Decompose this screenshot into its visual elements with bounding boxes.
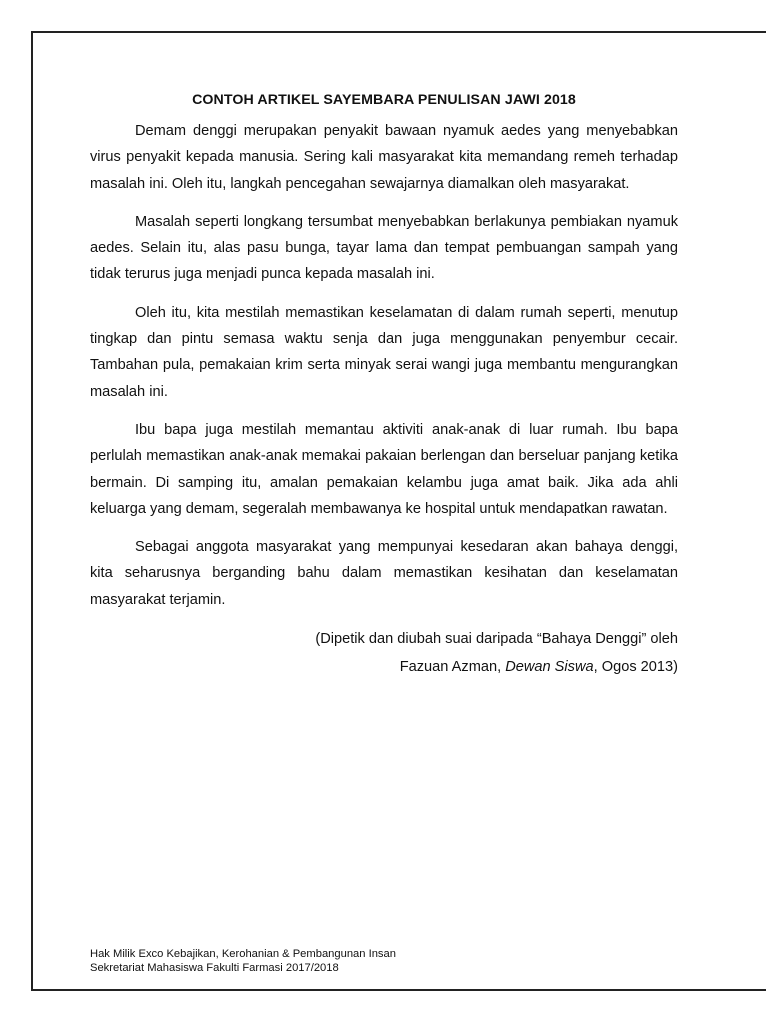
citation-date: , Ogos 2013) (593, 659, 678, 676)
paragraph-3: Oleh itu, kita mestilah memastikan keselamatan di dalam rumah seperti, menutup tingkap dan pintu semasa waktu senja dan juga menggunakan penyembur cecair. Tambahan pula, pemakaian krim serta minyak serai wangi juga membantu mengurangkan masalah ini. (90, 304, 678, 400)
paragraph-5: Sebagai anggota masyarakat yang mempunyai kesedaran akan bahaya denggi, kita seharusnya berganding bahu dalam memastikan kesihatan dan keselamatan masyarakat terjamin. (90, 539, 678, 608)
citation-author: Fazuan Azman, (399, 659, 506, 676)
citation-line-2 (90, 653, 678, 681)
document-title: CONTOH ARTIKEL SAYEMBARA PENULISAN JAWI 2018 (192, 92, 576, 108)
paragraph-1: Demam denggi merupakan penyakit bawaan nyamuk aedes yang menyebabkan virus penyakit kepada manusia. Sering kali masyarakat kita memandang remeh terhadap masalah ini. Oleh itu, langkah pencegahan sewajarnya diamalkan oleh masyarakat. (90, 123, 678, 192)
article-body (90, 118, 678, 693)
citation-line-1: (Dipetik dan diubah suai daripada “Bahaya Denggi” oleh (315, 631, 678, 648)
citation-publication: Dewan Siswa (505, 659, 594, 676)
paragraph-2: Masalah seperti longkang tersumbat menyebabkan berlakunya pembiakan nyamuk aedes. Selain itu, alas pasu bunga, tayar lama dan tempat pembuangan sampah yang tidak terurus juga menjadi punca kepada masalah ini. (90, 213, 678, 283)
footer-line-2: Sekretariat Mahasiswa Fakulti Farmasi 2017/2018 (90, 962, 339, 974)
footer-line-1: Hak Milik Exco Kebajikan, Kerohanian & Pembangunan Insan (90, 948, 396, 960)
paragraph-4: Ibu bapa juga mestilah memantau aktiviti anak-anak di luar rumah. Ibu bapa perlulah memastikan anak-anak memakai pakaian berlengan dan berseluar panjang ketika bermain. Di samping itu, amalan pemakaian kelambu juga amat baik. Jika ada ahli keluarga yang demam, segeralah membawanya ke hospital untuk mendapatkan rawatan. (90, 421, 678, 517)
footer (90, 947, 396, 975)
citation (90, 625, 678, 681)
